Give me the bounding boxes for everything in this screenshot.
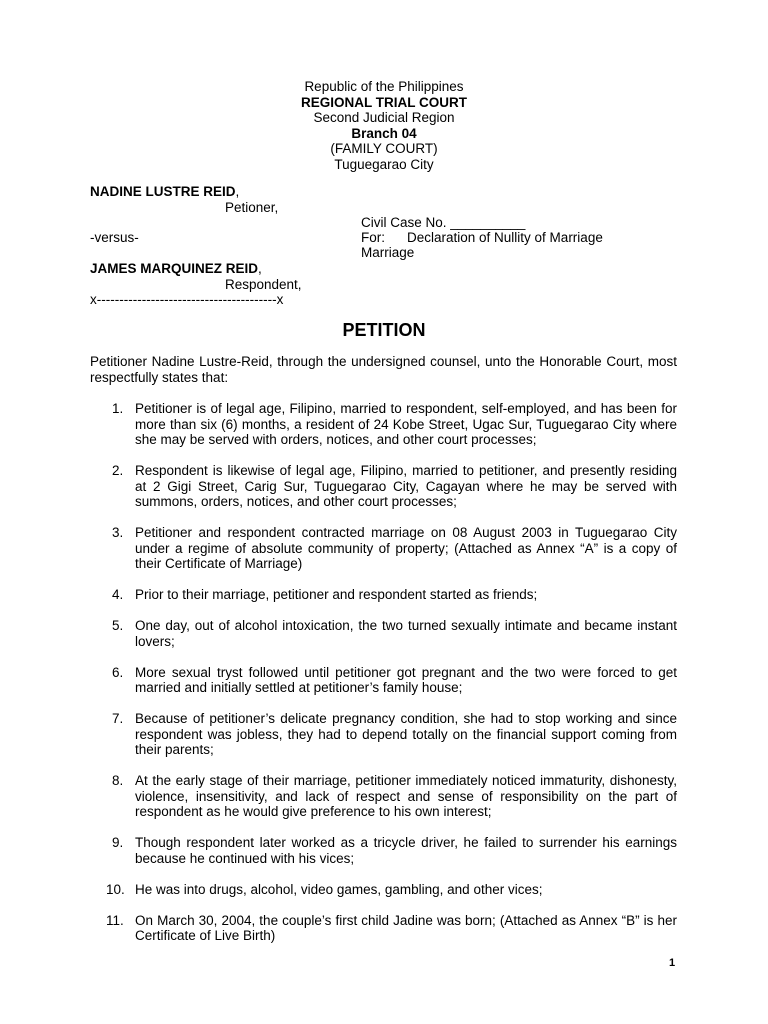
respondent-role: Respondent, [225,277,302,292]
petitioner-comma: , [235,184,240,199]
respondent-name-line [90,261,262,277]
civil-case-number: Civil Case No. __________ [361,215,526,230]
petitioner-name: NADINE LUSTRE REID [90,184,236,199]
item-text: Petitioner and respondent contracted marriage on 08 August 2003 in Tuguegarao City under a regime of absolute community of property; (Attached as Annex “A” is a copy of their Certificate of Marriage) [135,525,677,571]
page-number: 1 [669,957,676,969]
intro-paragraph: Petitioner Nadine Lustre-Reid, through the undersigned counsel, unto the Honorable Court, most respectfully states that: [90,354,677,385]
item-text: More sexual tryst followed until petitioner got pregnant and the two were forced to get married and initially settled at petitioner’s family house; [135,664,677,695]
case-for-label: For: [361,230,386,245]
respondent-comma: , [258,261,262,276]
header-republic: Republic of the Philippines [304,79,464,94]
item-number: 4. [112,587,124,602]
header-region: Second Judicial Region [313,110,455,125]
allegations-list [90,401,677,959]
respondent-name: JAMES MARQUINEZ REID [90,261,259,276]
list-item [90,665,677,696]
list-item [90,835,677,866]
item-number: 10. [106,881,125,897]
list-item [90,525,677,572]
item-number: 11. [106,912,124,928]
list-item [90,711,677,758]
court-header [0,79,768,172]
list-item [90,882,677,898]
list-item [90,773,677,820]
item-text: Prior to their marriage, petitioner and respondent started as friends; [135,587,538,602]
item-text: Petitioner is of legal age, Filipino, married to respondent, self-employed, and has been for more than six (6) months, a resident of 24 Kobe Street, Ugac Sur, Tuguegarao City where she may be served with orders, notices, and other court processes; [135,401,677,447]
item-text: Respondent is likewise of legal age, Filipino, married to petitioner, and presently residing at 2 Gigi Street, Carig Sur, Tuguegarao City, Cagayan where he may be served with summons, orders, notices, and other court processes; [135,463,677,509]
list-item [90,618,677,649]
header-court: REGIONAL TRIAL COURT [300,94,467,110]
list-item [90,587,677,603]
item-text: One day, out of alcohol intoxication, the two turned sexually intimate and became instant lovers; [135,618,677,649]
item-number: 9. [112,835,124,850]
header-city: Tuguegarao City [334,156,434,172]
case-for-text-continued: Marriage [361,245,415,260]
item-number: 3. [112,525,124,540]
item-text: Though respondent later worked as a tricycle driver, he failed to surrender his earnings because he continued with his vices; [135,835,677,866]
item-number: 6. [112,664,124,680]
header-family-court: (FAMILY COURT) [330,141,438,156]
caption-separator: x----------------------------------------x [90,292,284,307]
item-text: Because of petitioner’s delicate pregnancy condition, she had to stop working and since respondent was jobless, they had to depend totally on the financial support coming from their parents; [135,711,677,757]
list-item [90,913,677,944]
list-item [90,463,677,510]
petitioner-role: Petioner, [225,200,279,215]
item-number: 2. [112,463,124,478]
item-text: On March 30, 2004, the couple’s first child Jadine was born; (Attached as Annex “B” is her Certificate of Live Birth) [135,912,677,943]
item-text: He was into drugs, alcohol, video games, gambling, and other vices; [135,881,543,897]
item-text: At the early stage of their marriage, petitioner immediately noticed immaturity, dishonesty, violence, insensitivity, and lack of respect and sense of responsibility on the part of respondent as he would give preference to his own interest; [135,773,677,819]
petitioner-name-line [90,184,239,200]
item-number: 1. [112,401,124,416]
versus-label: -versus- [90,230,139,245]
item-number: 7. [112,711,124,726]
item-number: 5. [112,618,124,633]
header-branch: Branch 04 [351,125,417,141]
item-number: 8. [112,773,124,788]
case-for-text: Declaration of Nullity of Marriage [407,230,603,245]
document-title: PETITION [342,320,426,340]
list-item [90,401,677,448]
